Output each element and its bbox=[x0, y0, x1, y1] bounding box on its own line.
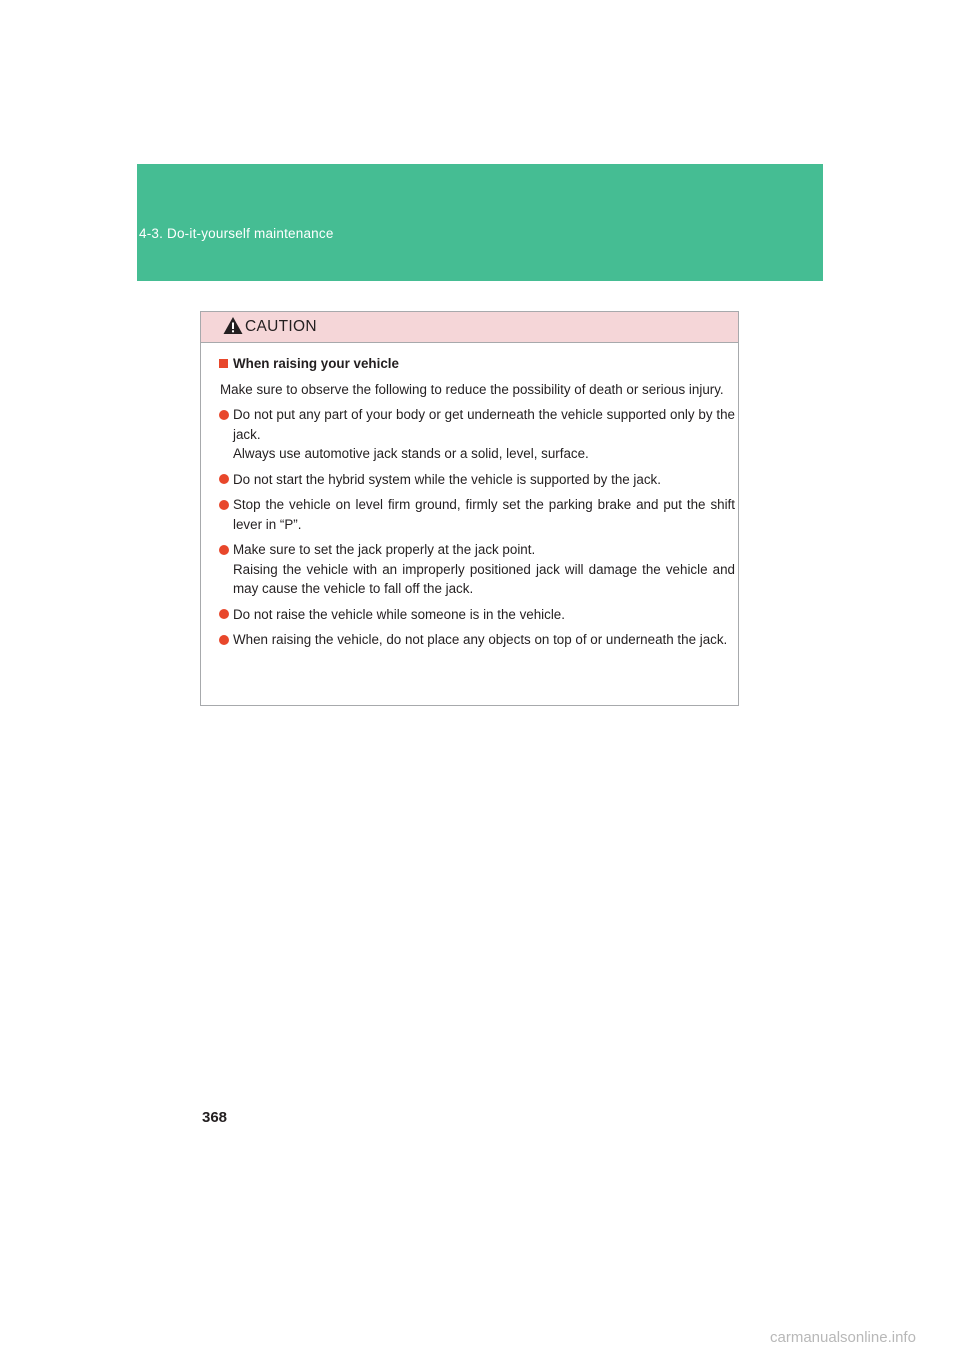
round-bullet-icon bbox=[219, 545, 229, 555]
round-bullet-icon bbox=[219, 500, 229, 510]
caution-subheading bbox=[219, 354, 735, 374]
bullet-line-text: Raising the vehicle with an improperly positioned jack will damage the vehicle and may cause the vehicle to fall off the jack. bbox=[233, 561, 735, 596]
warning-triangle-icon bbox=[223, 316, 243, 335]
caution-box bbox=[200, 311, 739, 706]
bullet-line-text: Do not put any part of your body or get underneath the vehicle supported only by the jack. bbox=[233, 407, 735, 442]
caution-bullet-item bbox=[219, 605, 735, 625]
page-number: 368 bbox=[202, 1109, 228, 1126]
caution-title: CAUTION bbox=[245, 318, 317, 335]
caution-bullet-item bbox=[219, 540, 735, 599]
round-bullet-icon bbox=[219, 635, 229, 645]
caution-intro: Make sure to observe the following to reduce the possibility of death or serious injury. bbox=[220, 381, 724, 397]
round-bullet-icon bbox=[219, 609, 229, 619]
bullet-line-text: Stop the vehicle on level firm ground, firmly set the parking brake and put the shift lever in “P”. bbox=[233, 497, 735, 532]
round-bullet-icon bbox=[219, 474, 229, 484]
caution-bullet-item bbox=[219, 470, 735, 490]
caution-header bbox=[201, 312, 738, 343]
caution-bullet-item bbox=[219, 495, 735, 534]
bullet-line-text: Make sure to set the jack properly at the jack point. bbox=[233, 542, 536, 557]
round-bullet-icon bbox=[219, 410, 229, 420]
bullet-line-text: Always use automotive jack stands or a solid, level, surface. bbox=[233, 446, 589, 461]
caution-body bbox=[219, 354, 735, 656]
section-header-band bbox=[137, 164, 823, 281]
caution-bullet-item bbox=[219, 630, 735, 650]
square-bullet-icon bbox=[219, 359, 228, 368]
section-title: 4-3. Do-it-yourself maintenance bbox=[139, 226, 334, 241]
bullet-line-text: When raising the vehicle, do not place any objects on top of or underneath the jack. bbox=[233, 632, 728, 647]
caution-bullet-list bbox=[219, 405, 735, 650]
caution-bullet-item bbox=[219, 405, 735, 464]
watermark: carmanualsonline.info bbox=[770, 1329, 916, 1346]
subheading-text: When raising your vehicle bbox=[233, 356, 399, 371]
bullet-line-text: Do not start the hybrid system while the vehicle is supported by the jack. bbox=[233, 471, 661, 487]
bullet-line-text: Do not raise the vehicle while someone is in the vehicle. bbox=[233, 606, 565, 622]
